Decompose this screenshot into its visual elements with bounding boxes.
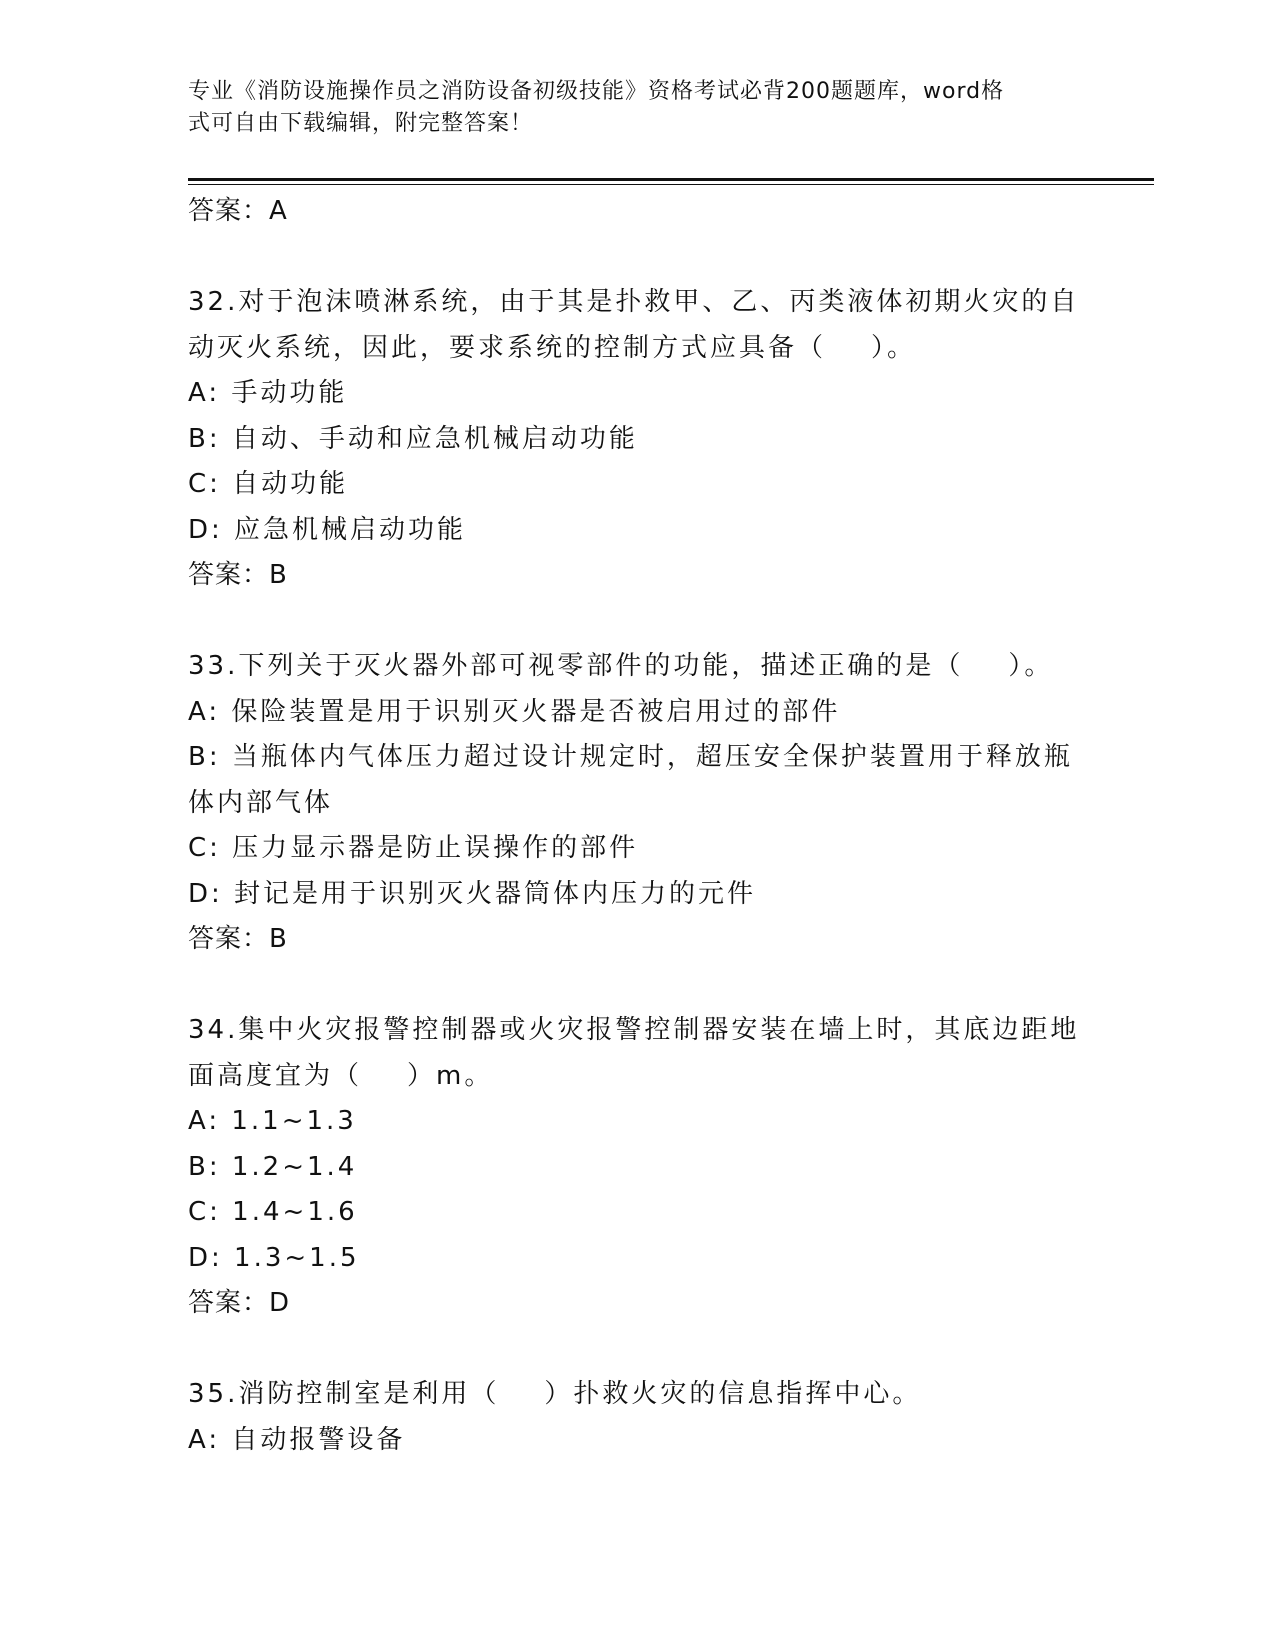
- answer: 答案：B: [188, 924, 288, 954]
- previous-answer: 答案：A: [188, 196, 288, 226]
- option-c: C: 1.4~1.6: [188, 1197, 358, 1227]
- option-a: A: 保险装置是用于识别灭火器是否被启用过的部件: [188, 696, 841, 727]
- option-c: C: 自动功能: [188, 469, 349, 499]
- question-stem: 35.消防控制室是利用（ ）扑救火灾的信息指挥中心。: [188, 1379, 922, 1409]
- option-d: D: 封记是用于识别灭火器筒体内压力的元件: [188, 878, 757, 909]
- option-c: C: 压力显示器是防止误操作的部件: [188, 833, 639, 863]
- document-header: [188, 76, 1068, 140]
- header-line-2: 式可自由下载编辑，附完整答案！: [188, 111, 534, 136]
- option-d: D: 1.3~1.5: [188, 1242, 360, 1273]
- question-stem: 33.下列关于灭火器外部可视零部件的功能，描述正确的是（ ）。: [188, 651, 1054, 681]
- option-b: B: 当瓶体内气体压力超过设计规定时，超压安全保护装置用于释放瓶: [188, 742, 1073, 772]
- option-a: A: 手动功能: [188, 378, 348, 408]
- question-32: [188, 280, 1088, 599]
- answer: 答案：B: [188, 560, 288, 590]
- option-b: B: 1.2~1.4: [188, 1151, 358, 1182]
- question-stem: 34.集中火灾报警控制器或火灾报警控制器安装在墙上时，其底边距地: [188, 1015, 1080, 1045]
- question-stem: 32.对于泡沫喷淋系统，由于其是扑救甲、乙、丙类液体初期火灾的自: [188, 287, 1080, 317]
- header-line-1: 专业《消防设施操作员之消防设备初级技能》资格考试必背200题题库，word格: [188, 79, 1005, 104]
- question-35: [188, 1372, 1088, 1463]
- header-divider-thick: [188, 178, 1154, 181]
- option-a: A: 1.1~1.3: [188, 1106, 357, 1136]
- question-33: [188, 644, 1088, 963]
- answer: 答案：D: [188, 1288, 291, 1318]
- question-34: [188, 1008, 1088, 1327]
- option-d: D: 应急机械启动功能: [188, 514, 467, 545]
- option-a: A: 自动报警设备: [188, 1424, 406, 1455]
- header-divider-thin: [188, 184, 1154, 185]
- question-stem: 动灭火系统，因此，要求系统的控制方式应具备（ ）。: [188, 332, 917, 363]
- option-b-continued: 体内部气体: [188, 787, 334, 818]
- question-stem: 面高度宜为（ ）m。: [188, 1060, 494, 1091]
- option-b: B: 自动、手动和应急机械启动功能: [188, 423, 638, 454]
- question-list: [188, 189, 1088, 1463]
